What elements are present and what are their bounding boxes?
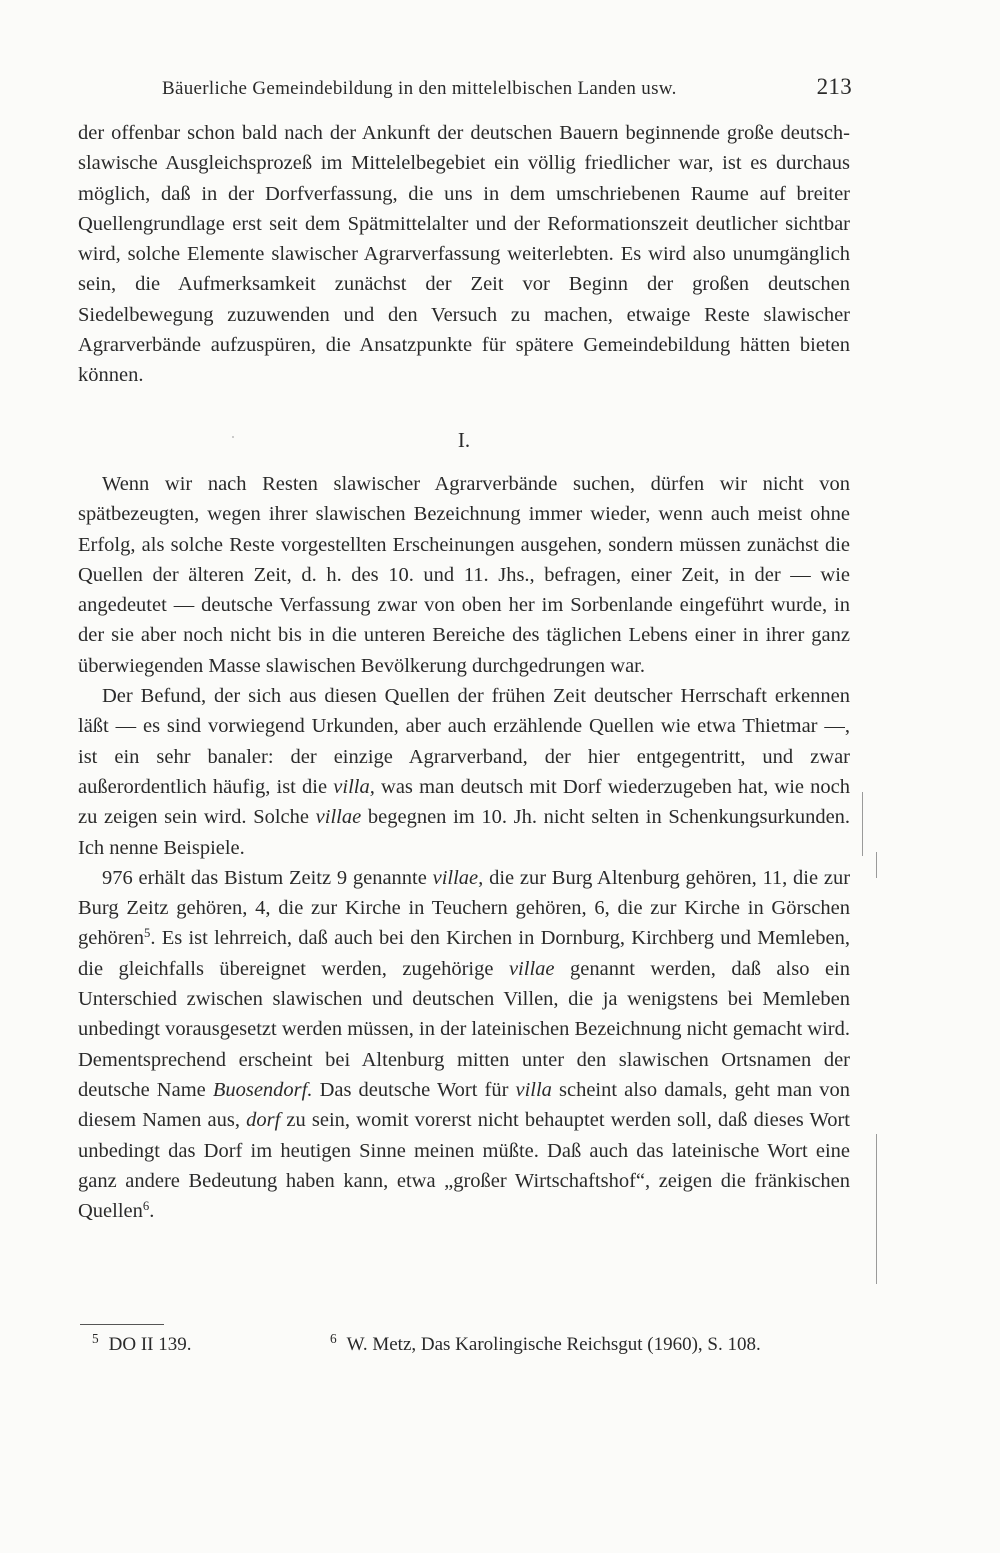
paragraph-1: der offenbar schon bald nach der Ankunft der deutschen Bauern beginnende große deutsch-slawische Ausgleichsprozeß im Mittelelbegebiet ein völlig friedlicher war, ist es durchaus möglich, daß in der Dorfverfassung, die uns in dem umschriebenen Raume auf breiter Quellengrundlage erst seit dem Spätmittelalter und der Reformationszeit deutlicher sichtbar wird, solche Elemente slawischer Agrarverfassung weiterlebten. Es wird also unumgänglich sein, die Aufmerksamkeit zunächst der Zeit vor Beginn der großen deutschen Siedelbewegung zuzuwenden und den Versuch zu machen, etwaige Reste slawischer Agrarverbände aufzuspüren, die Ansatzpunkte für spätere Gemeindebildung hätten bieten können. bbox=[78, 122, 850, 387]
footnote-mark: 6 bbox=[330, 1330, 337, 1346]
paragraph-3 bbox=[78, 681, 850, 863]
margin-pencil-mark bbox=[876, 852, 877, 878]
margin-pencil-mark bbox=[862, 792, 863, 856]
running-header bbox=[162, 74, 852, 104]
scan-speck bbox=[232, 436, 234, 438]
margin-pencil-mark bbox=[876, 1134, 877, 1284]
text-run: begegnen im 10. Jh. nicht selten in Schenkungsurkunden. Ich nenne Beispiele. bbox=[78, 806, 851, 859]
italic-term: villa, bbox=[333, 775, 375, 798]
footnote-text: DO II 139. bbox=[108, 1334, 192, 1355]
text-run: 976 erhält das Bistum Zeitz 9 genannte bbox=[102, 866, 427, 889]
text-run: Der Befund, der sich aus diesen Quellen der frühen Zeit deutscher Herrschaft erkennen läßt — es sind vorwiegend Urkunden, aber auch erzählende Quellen wie etwa Thietmar —, ist ein sehr banaler: der einzige Agrarverband, der hier entgegentritt, und zwar außerordentlich häufig, ist die bbox=[78, 685, 850, 798]
text-run: . bbox=[149, 1200, 155, 1223]
text-run: Das deutsche Wort für bbox=[319, 1078, 509, 1101]
italic-term: villae, bbox=[432, 866, 484, 889]
italic-term: dorf bbox=[246, 1109, 281, 1132]
italic-term: villa bbox=[515, 1078, 552, 1101]
paragraph-2: Wenn wir nach Resten slawischer Agrarverbände suchen, dürfen wir nicht von spätbezeugten, wegen ihrer slawischen Bezeichnung immer wieder, wenn auch meist ohne Erfolg, als solche Reste vorgestellten Erscheinungen ausgehen, sondern müssen zunächst die Quellen der älteren Zeit, d. h. des 10. und 11. Jhs., befragen, einer Zeit, in der — wie angedeutet — deutsche Verfassung zwar von oben her im Sorbenlande eingeführt wurde, in der sie aber noch nicht bis in die unteren Bereiche des täglichen Lebens einer in ihrer ganz überwiegenden Masse slawischen Bevölkerung durchgedrungen war. bbox=[78, 472, 850, 677]
italic-term: Buosendorf. bbox=[212, 1078, 313, 1101]
footnote-5 bbox=[92, 1330, 192, 1356]
footnote-ref-6[interactable]: 6 bbox=[142, 1199, 150, 1214]
italic-term: villae bbox=[315, 806, 362, 829]
footnotes bbox=[92, 1330, 862, 1364]
body-text bbox=[78, 118, 850, 1226]
italic-term: villae bbox=[508, 957, 555, 980]
footnote-mark: 5 bbox=[92, 1330, 99, 1346]
text-run: genannt werden, daß also ein Unterschied zwischen slawischen und deutschen Villen, die ja wenigstens bei Memleben unbedingt vorausgesetzt werden müssen, in der lateinischen Bezeichnung nicht gemacht wird. Dementsprechend erscheint bei Altenburg mitten unter den slawischen Ortsnamen der deutsche Name bbox=[78, 957, 851, 1101]
text-run: zu sein, womit vorerst nicht behauptet werden soll, daß dieses Wort unbedingt das Dorf im heutigen Sinne meinen müßte. Daß auch das lateinische Wort eine ganz andere Bedeutung haben kann, etwa „großer Wirtschaftshof“, zeigen die fränkischen Quellen bbox=[78, 1109, 851, 1223]
text-run: die zur Burg Altenburg gehören, 11, die zur Burg Zeitz gehören, 4, die zur Kirche in Teuchern gehören, 6, die zur Kirche in Görschen gehören bbox=[78, 866, 851, 950]
footnote-text: W. Metz, Das Karolingische Reichsgut (1960), S. 108. bbox=[346, 1334, 761, 1355]
page-number: 213 bbox=[816, 74, 852, 99]
text-run: . Es ist lehrreich, daß auch bei den Kirchen in Dornburg, Kirchberg und Memleben, die gleichfalls übereignet werden, zugehörige bbox=[78, 927, 850, 980]
section-heading: I. bbox=[457, 427, 471, 452]
paragraph-4 bbox=[78, 863, 850, 1227]
footnote-rule bbox=[80, 1324, 164, 1325]
running-title: Bäuerliche Gemeindebildung in den mittelelbischen Landen usw. bbox=[162, 78, 677, 99]
text-run: scheint also damals, geht man von diesem Namen aus, bbox=[78, 1078, 850, 1132]
text-run: was man deutsch mit Dorf wiederzugeben hat, wie noch zu zeigen sein wird. Solche bbox=[78, 775, 851, 829]
footnote-ref-5[interactable]: 5 bbox=[144, 926, 151, 941]
footnote-6 bbox=[330, 1330, 761, 1356]
